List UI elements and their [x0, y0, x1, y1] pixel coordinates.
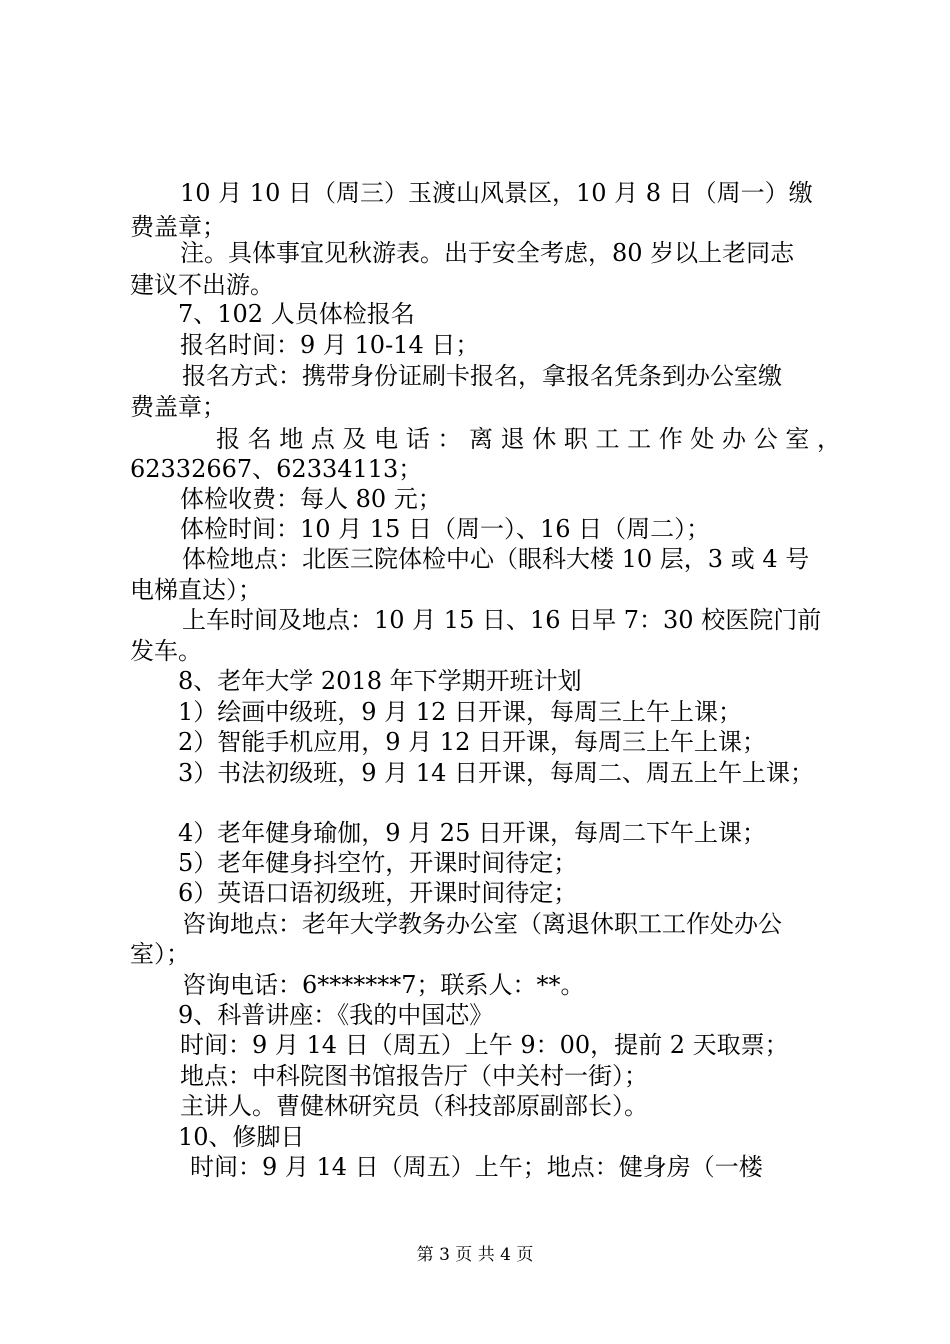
text-line: 62332667、62334113；: [130, 455, 423, 483]
section-heading: 9、科普讲座：《我的中国芯》: [178, 1001, 494, 1029]
text-line: 报名方式：携带身份证刷卡报名，拿报名凭条到办公室缴: [182, 362, 782, 390]
list-item: 3）书法初级班，9 月 14 日开课，每周二、周五上午上课；: [178, 759, 814, 787]
text-line: 咨询电话：6*******7；联系人：**。: [182, 971, 585, 999]
text-line: 咨询地点：老年大学教务办公室（离退休职工工作处办公: [182, 910, 782, 938]
text-line: 主讲人。曹健林研究员（科技部原副部长）。: [180, 1092, 648, 1120]
text-line: 发车。: [130, 637, 202, 665]
text-line: 费盖章；: [130, 393, 226, 421]
section-heading: 8、老年大学 2018 年下学期开班计划: [178, 667, 582, 695]
text-line: 室）；: [130, 940, 190, 968]
text-line: 体检时间：10 月 15 日（周一）、16 日（周二）；: [180, 515, 711, 543]
page-number-footer: 第 3 页 共 4 页: [416, 1245, 534, 1265]
list-item: 2）智能手机应用，9 月 12 日开课，每周三上午上课；: [178, 728, 766, 756]
section-heading: 10、修脚日: [178, 1123, 305, 1151]
text-line: 时间：9 月 14 日（周五）上午 9：00，提前 2 天取票；: [180, 1031, 789, 1059]
text-line: 注。具体事宜见秋游表。出于安全考虑，80 岁以上老同志: [180, 239, 795, 267]
text-line: 体检地点：北医三院体检中心（眼科大楼 10 层，3 或 4 号: [182, 545, 810, 573]
text-line: 报名时间：9 月 10-14 日；: [180, 331, 480, 359]
text-line: 报 名 地 点 及 电 话 ： 离 退 休 职 工 工 作 处 办 公 室 ，: [216, 425, 841, 453]
list-item: 6）英语口语初级班，开课时间待定；: [178, 879, 578, 907]
section-heading: 7、102 人员体检报名: [178, 300, 415, 328]
text-line: 体检收费：每人 80 元；: [180, 485, 442, 513]
text-line: 上车时间及地点：10 月 15 日、16 日早 7：30 校医院门前: [182, 606, 822, 634]
text-line: 时间：9 月 14 日（周五）上午；地点：健身房（一楼: [190, 1153, 763, 1181]
text-line: 地点：中科院图书馆报告厅（中关村一街）；: [180, 1062, 648, 1090]
text-line: 电梯直达）；: [130, 576, 262, 604]
text-line: 建议不出游。: [130, 271, 274, 299]
list-item: 1）绘画中级班，9 月 12 日开课，每周三上午上课；: [178, 698, 742, 726]
list-item: 5）老年健身抖空竹，开课时间待定；: [178, 849, 578, 877]
list-item: 4）老年健身瑜伽，9 月 25 日开课，每周二下午上课；: [178, 819, 766, 847]
text-line: 10 月 10 日（周三）玉渡山风景区，10 月 8 日（周一）缴: [180, 179, 813, 207]
text-line: 费盖章；: [130, 213, 226, 241]
